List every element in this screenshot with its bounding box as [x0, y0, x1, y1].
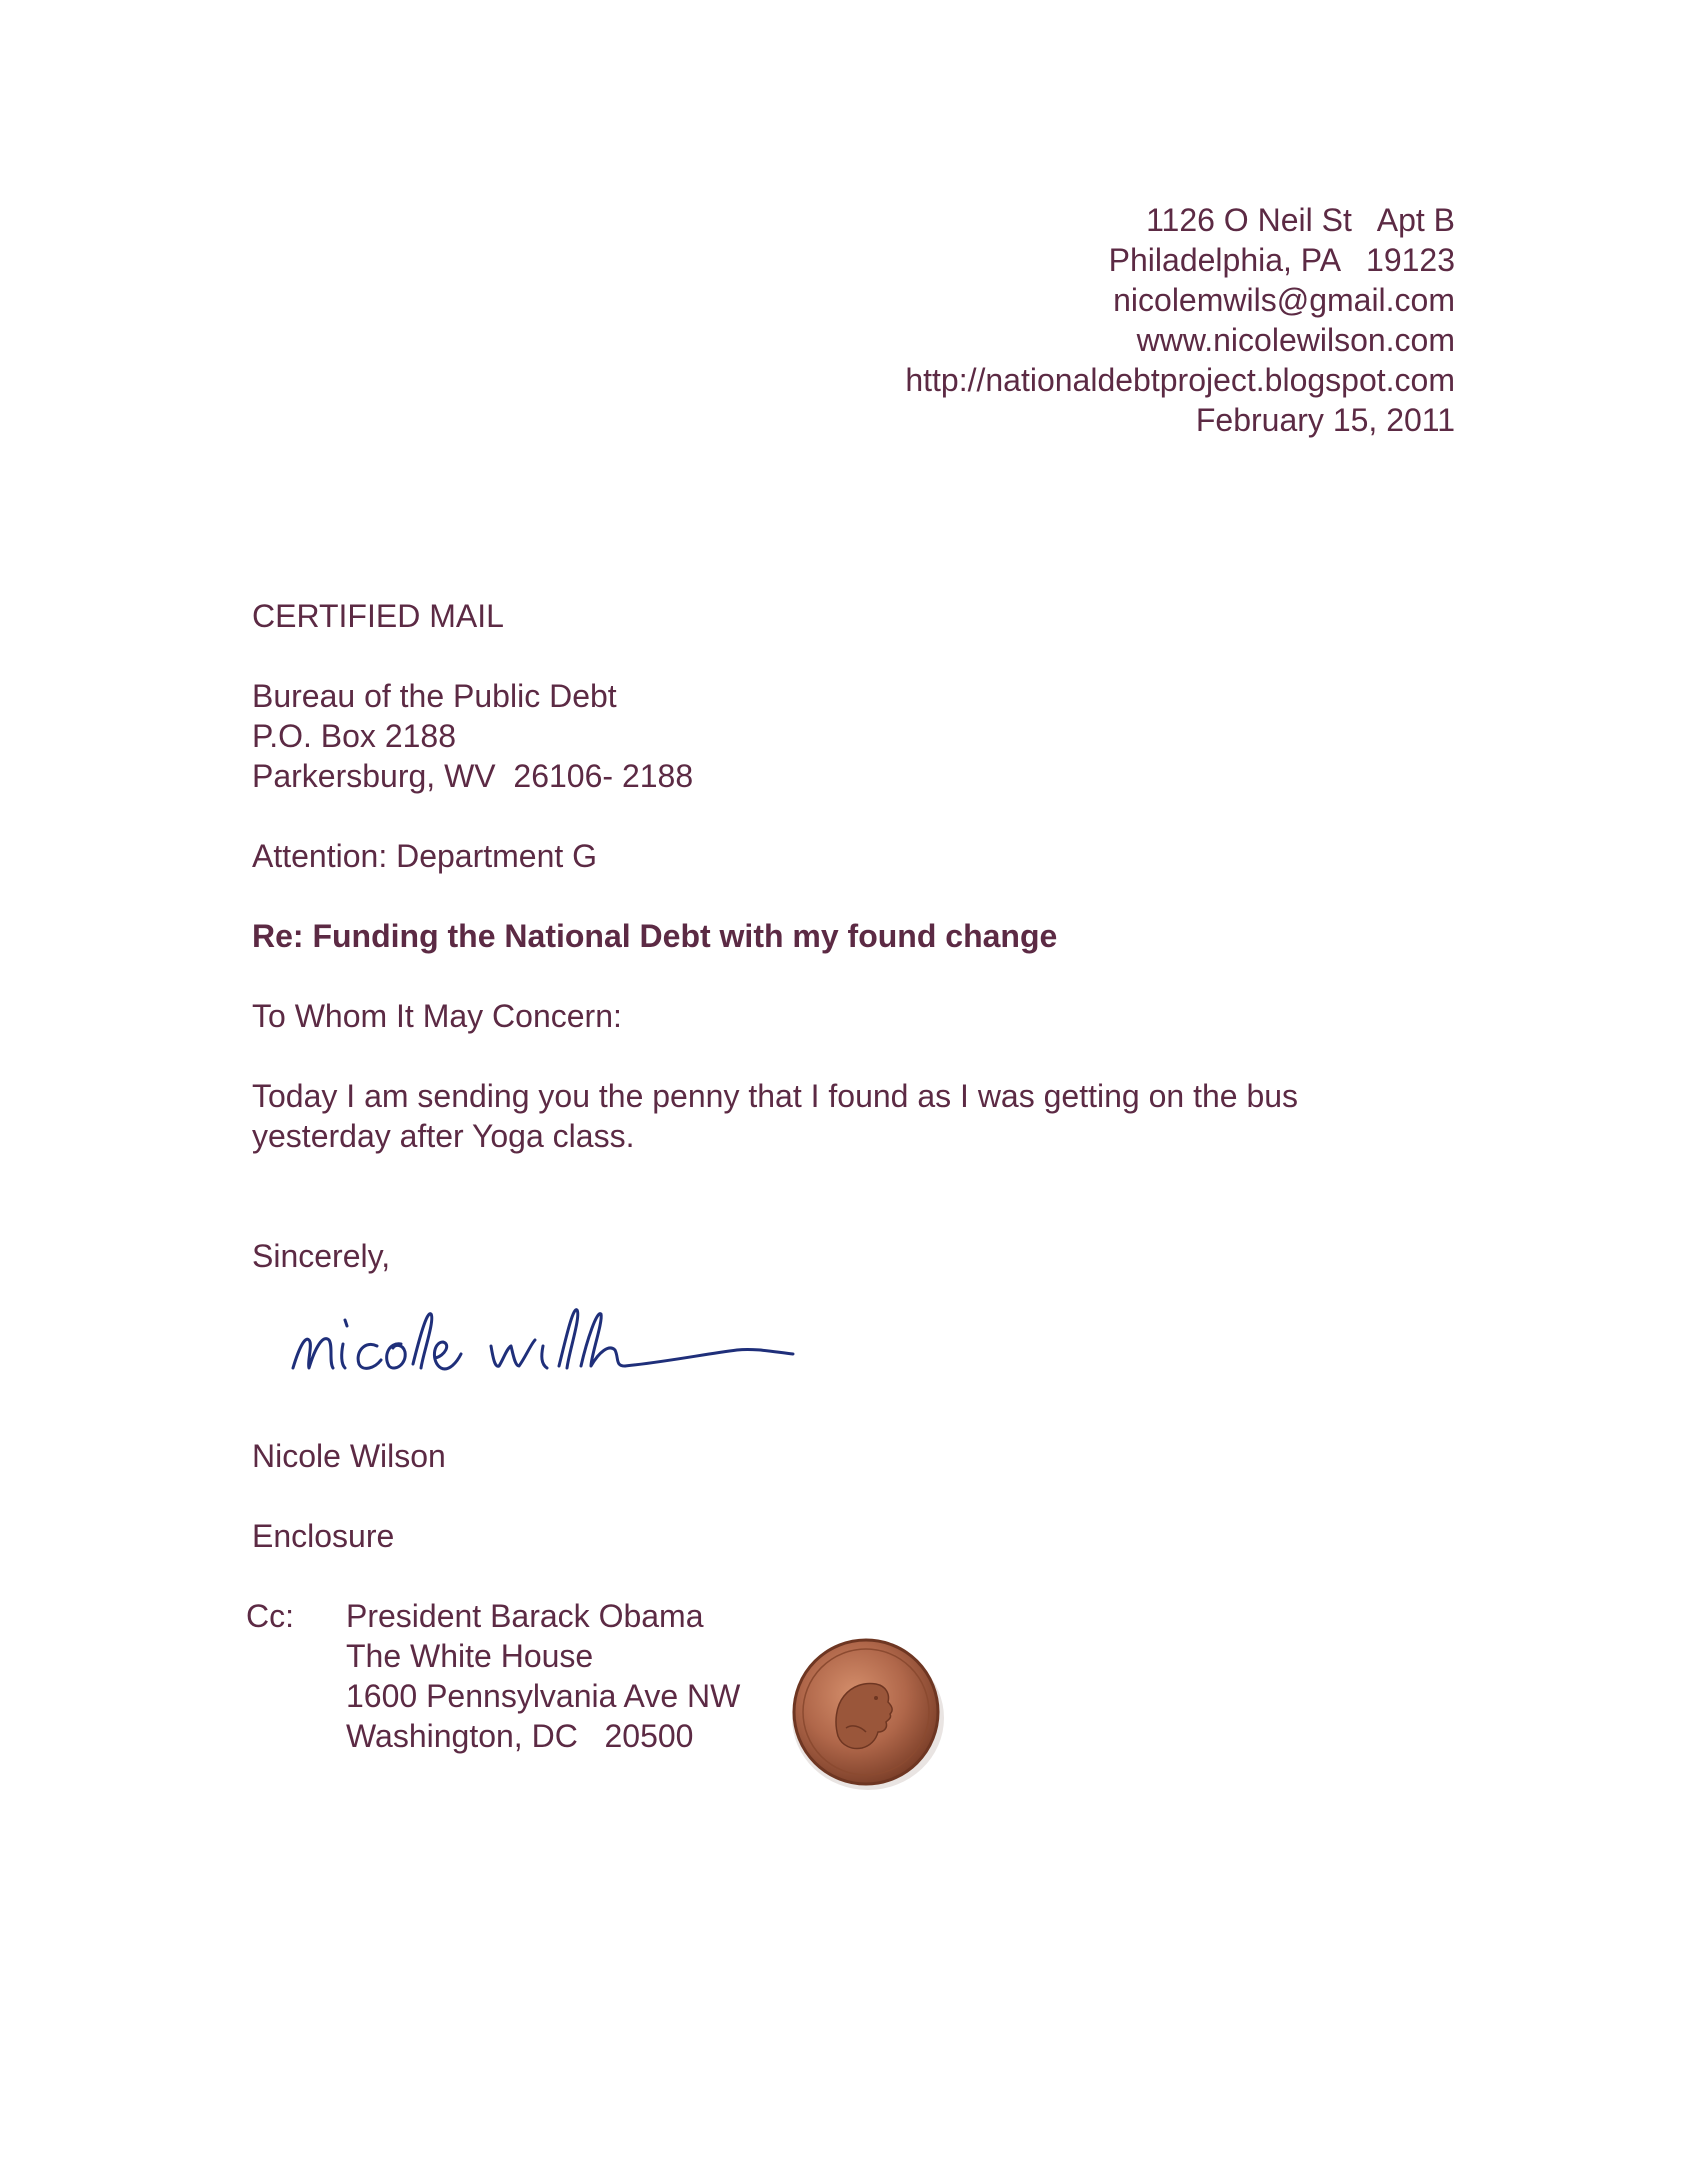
handwritten-signature-icon: [285, 1270, 805, 1400]
recipient-address-block: [252, 676, 693, 796]
cc-street: 1600 Pennsylvania Ave NW: [346, 1678, 741, 1714]
cc-city: Washington, DC 20500: [346, 1718, 694, 1754]
sender-blog: http://nationaldebtproject.blogspot.com: [905, 362, 1455, 398]
sender-address-block: [905, 200, 1455, 440]
cc-org: The White House: [346, 1638, 594, 1674]
cc-name: President Barack Obama: [346, 1598, 704, 1634]
mail-type: CERTIFIED MAIL: [252, 598, 504, 634]
recipient-city: Parkersburg, WV 26106- 2188: [252, 758, 694, 794]
recipient-name: Bureau of the Public Debt: [252, 678, 617, 714]
letter-date: February 15, 2011: [1195, 402, 1455, 438]
letter-body: [252, 1076, 1452, 1156]
attention-line: Attention: Department G: [252, 838, 598, 874]
signer-name: Nicole Wilson: [252, 1438, 446, 1474]
cc-address-block: [346, 1596, 740, 1756]
sender-street: 1126 O Neil St Apt B: [1146, 202, 1455, 238]
body-line: yesterday after Yoga class.: [252, 1118, 635, 1154]
salutation: To Whom It May Concern:: [252, 998, 622, 1034]
penny-coin-icon: [786, 1632, 946, 1792]
cc-label: Cc:: [246, 1598, 294, 1634]
body-line: Today I am sending you the penny that I found as I was getting on the bus: [252, 1078, 1299, 1114]
sender-city: Philadelphia, PA 19123: [1108, 242, 1455, 278]
subject-line: Re: Funding the National Debt with my found change: [252, 918, 1058, 954]
recipient-po-box: P.O. Box 2188: [252, 718, 456, 754]
sender-email: nicolemwils@gmail.com: [1113, 282, 1455, 318]
closing: Sincerely,: [252, 1238, 391, 1274]
sender-website: www.nicolewilson.com: [1136, 322, 1455, 358]
enclosure-note: Enclosure: [252, 1518, 395, 1554]
